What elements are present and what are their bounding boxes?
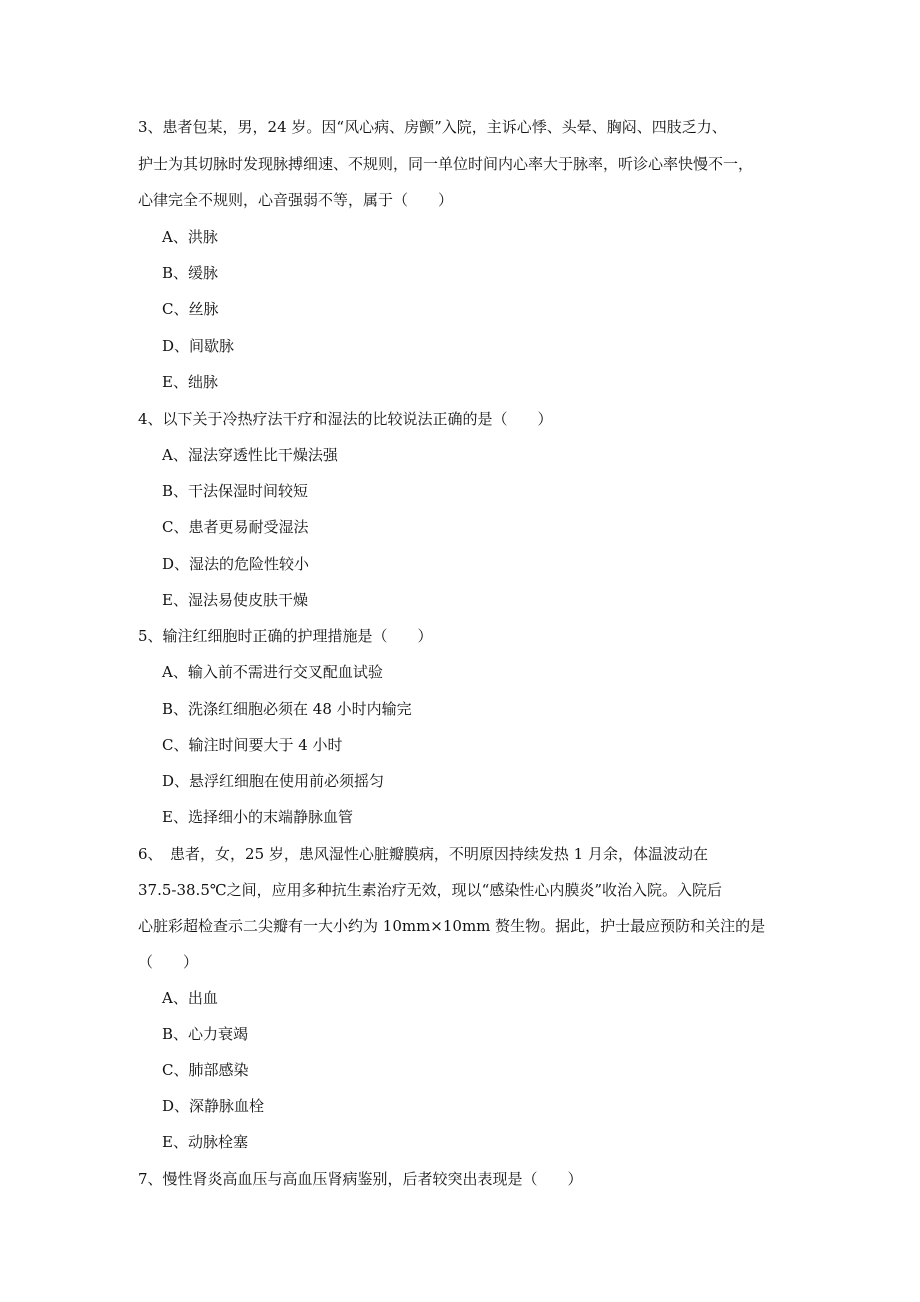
question-5-option-a: A、输入前不需进行交叉配血试验 [162,663,383,681]
question-4-option-a: A、湿法穿透性比干燥法强 [162,446,338,464]
question-6-option-c: C、肺部感染 [162,1061,249,1079]
question-5-line-1: 5、输注红细胞时正确的护理措施是（ ） [138,627,433,645]
question-6-line-2: 37.5-38.5℃之间，应用多种抗生素治疗无效，现以“感染性心内膜炎”收治入院。入院后 [138,881,722,899]
question-6-option-d: D、深静脉血栓 [162,1097,265,1115]
question-6-line-3: 心脏彩超检查示二尖瓣有一大小约为 10mm×10mm 赘生物。据此，护士最应预防和关注的是 [138,917,766,935]
question-5-option-e: E、选择细小的末端静脉血管 [162,808,353,826]
question-4-option-d: D、湿法的危险性较小 [162,555,310,573]
question-4-option-c: C、患者更易耐受湿法 [162,518,309,536]
question-3-option-e: E、绌脉 [162,373,218,391]
question-3-line-2: 护士为其切脉时发现脉搏细速、不规则，同一单位时间内心率大于脉率，听诊心率快慢不一， [138,155,754,173]
question-3-option-b: B、缓脉 [162,264,219,282]
question-3-option-a: A、洪脉 [162,228,218,246]
question-3-option-d: D、间歇脉 [162,337,235,355]
question-4-option-e: E、湿法易使皮肤干燥 [162,591,308,609]
question-6-option-e: E、动脉栓塞 [162,1133,248,1151]
question-5-option-b: B、洗涤红细胞必须在 48 小时内输完 [162,700,412,718]
question-5-option-d: D、悬浮红细胞在使用前必须摇匀 [162,772,385,790]
question-6-option-b: B、心力衰竭 [162,1025,249,1043]
question-3-line-3: 心律完全不规则，心音强弱不等，属于（ ） [138,191,454,209]
question-3-option-c: C、丝脉 [162,300,219,318]
question-4-option-b: B、干法保湿时间较短 [162,482,309,500]
question-6-option-a: A、出血 [162,989,218,1007]
question-4-line-1: 4、以下关于冷热疗法干疗和湿法的比较说法正确的是（ ） [138,410,553,428]
question-6-line-4: （ ） [138,953,199,971]
question-3-line-1: 3、患者包某，男，24 岁。因“风心病、房颤”入院，主诉心悸、头晕、胸闷、四肢乏力、 [138,118,727,136]
question-6-line-1: 6、 患者，女，25 岁，患风湿性心脏瓣膜病，不明原因持续发热 1 月余，体温波动在 [138,845,708,863]
question-5-option-c: C、输注时间要大于 4 小时 [162,736,343,754]
question-7-line-1: 7、慢性肾炎高血压与高血压肾病鉴别，后者较突出表现是（ ） [138,1170,583,1188]
